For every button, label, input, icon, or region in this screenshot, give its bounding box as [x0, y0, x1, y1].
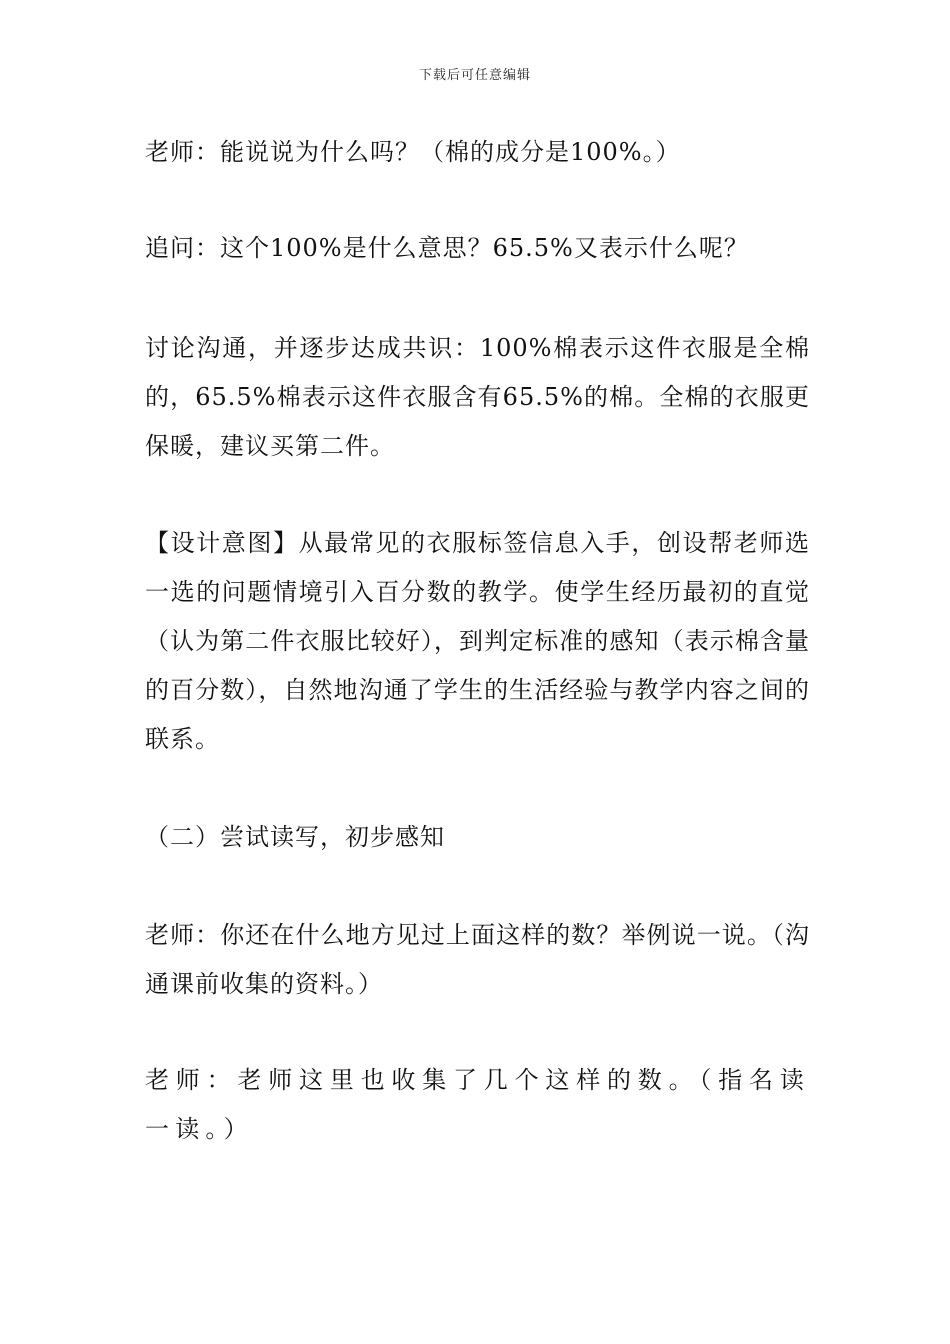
page-header-note: 下载后可任意编辑 [418, 68, 531, 83]
document-body [145, 128, 810, 1154]
paragraph-follow-up-question: 追问：这个100%是什么意思？65.5%又表示什么呢？ [145, 234, 749, 262]
paragraph-design-intent: 【设计意图】从最常见的衣服标签信息入手，创设帮老师选一选的问题情境引入百分数的教学。使学生经历最初的直觉（认为第二件衣服比较好），到判定标准的感知（表示棉含量的百分数），自然地沟通了学生的生活经验与教学内容之间的联系。 [145, 529, 810, 753]
paragraph-teacher-examples: 老师：你还在什么地方见过上面这样的数？举例说一说。（沟通课前收集的资料。） [145, 921, 810, 998]
paragraph-teacher-collected-numbers: 老师：老师这里也收集了几个这样的数。（指名读一读。） [145, 1066, 810, 1143]
paragraph-teacher-question: 老师：能说说为什么吗？（棉的成分是100%。） [145, 138, 681, 166]
paragraph-discussion-consensus: 讨论沟通，并逐步达成共识：100%棉表示这件衣服是全棉的，65.5%棉表示这件衣服含有65.5%的棉。全棉的衣服更保暖，建议买第二件。 [145, 334, 810, 460]
section-heading-try-reading-writing: （二）尝试读写，初步感知 [145, 823, 445, 851]
